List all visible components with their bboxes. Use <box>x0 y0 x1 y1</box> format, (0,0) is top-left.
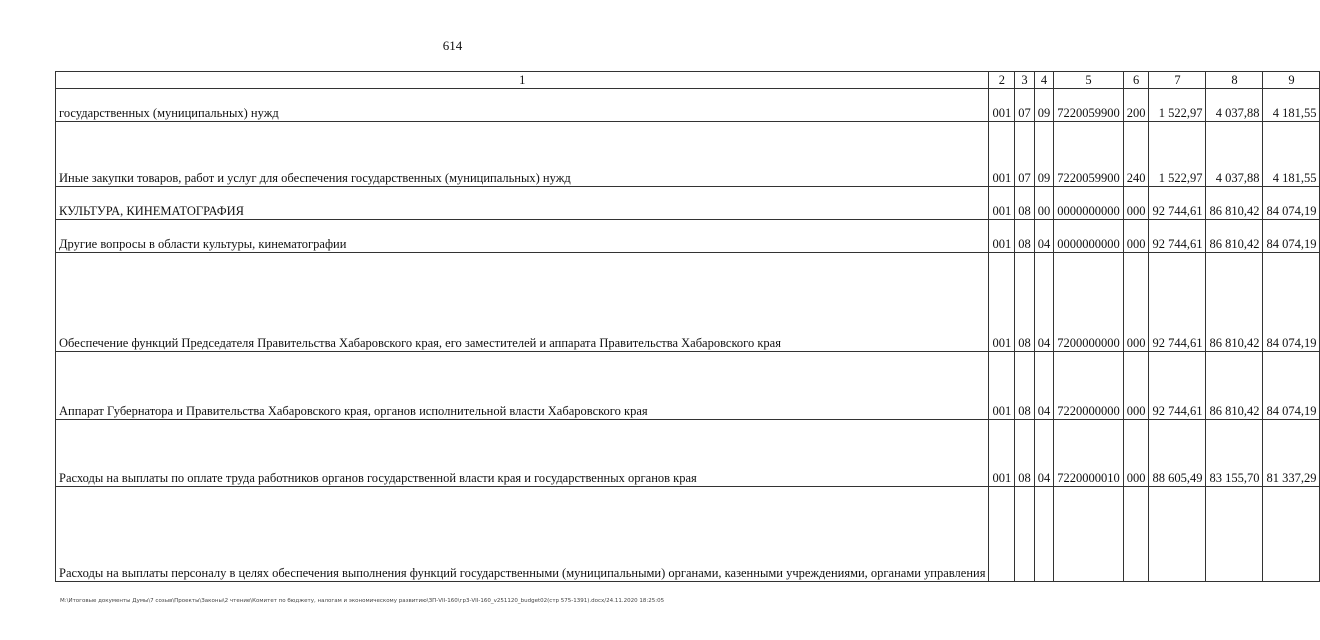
column-header: 2 <box>989 72 1015 89</box>
column-header: 9 <box>1263 72 1320 89</box>
table-row <box>56 187 1320 220</box>
table-row <box>56 420 1320 487</box>
cell-podrazdel: 04 <box>1034 352 1054 420</box>
table-row <box>56 487 1320 582</box>
cell-amount-1: 88 605,49 <box>1149 420 1206 487</box>
cell-razdel: 08 <box>1015 352 1035 420</box>
column-header: 6 <box>1123 72 1149 89</box>
page-number: 614 <box>442 38 463 53</box>
cell-glava: 001 <box>989 352 1015 420</box>
cell-vr: 000 <box>1123 352 1149 420</box>
row-name: Обеспечение функций Председателя Правительства Хабаровского края, его заместителей и аппарата Правительства Хабаровского края <box>56 253 989 352</box>
cell-podrazdel: 04 <box>1034 220 1054 253</box>
row-name: КУЛЬТУРА, КИНЕМАТОГРАФИЯ <box>56 187 989 220</box>
cell-csr <box>1054 487 1124 582</box>
cell-glava: 001 <box>989 253 1015 352</box>
cell-amount-1: 92 744,61 <box>1149 187 1206 220</box>
cell-razdel: 08 <box>1015 187 1035 220</box>
column-header: 5 <box>1054 72 1124 89</box>
cell-razdel <box>1015 487 1035 582</box>
cell-amount-2: 4 037,88 <box>1206 89 1263 122</box>
column-header: 3 <box>1015 72 1035 89</box>
cell-razdel: 07 <box>1015 89 1035 122</box>
column-header: 7 <box>1149 72 1206 89</box>
cell-vr: 240 <box>1123 122 1149 187</box>
cell-glava: 001 <box>989 89 1015 122</box>
cell-podrazdel: 00 <box>1034 187 1054 220</box>
row-name: Расходы на выплаты персоналу в целях обеспечения выполнения функций государственными (муниципальными) органами, казенными учреждениями, органами управления <box>56 487 989 582</box>
row-name: Иные закупки товаров, работ и услуг для обеспечения государственных (муниципальных) нужд <box>56 122 989 187</box>
row-name: Аппарат Губернатора и Правительства Хабаровского края, органов исполнительной власти Хабаровского края <box>56 352 989 420</box>
cell-glava: 001 <box>989 122 1015 187</box>
cell-amount-2: 4 037,88 <box>1206 122 1263 187</box>
cell-amount-1: 92 744,61 <box>1149 352 1206 420</box>
cell-csr: 0000000000 <box>1054 187 1124 220</box>
cell-vr <box>1123 487 1149 582</box>
cell-csr: 7220000010 <box>1054 420 1124 487</box>
cell-amount-1 <box>1149 487 1206 582</box>
table-row <box>56 253 1320 352</box>
cell-podrazdel: 04 <box>1034 253 1054 352</box>
table-row <box>56 352 1320 420</box>
cell-amount-1: 92 744,61 <box>1149 253 1206 352</box>
cell-razdel: 08 <box>1015 420 1035 487</box>
cell-razdel: 08 <box>1015 220 1035 253</box>
budget-table <box>55 71 1320 582</box>
cell-amount-2: 86 810,42 <box>1206 187 1263 220</box>
file-path-footer: M:\Итоговые документы Думы\7 созыв\Проекты\Законы\2 чтение\Комитет по бюджету, налогам и экономическому развитию\ЗП-VII-160\гр3-VII-160_v251120_budget02(стр 575-1391).docx/24.11.2020 18:25:05 <box>60 598 665 604</box>
table-row <box>56 89 1320 122</box>
cell-amount-3: 84 074,19 <box>1263 187 1320 220</box>
cell-podrazdel: 04 <box>1034 420 1054 487</box>
cell-csr: 0000000000 <box>1054 220 1124 253</box>
table-row <box>56 122 1320 187</box>
cell-glava: 001 <box>989 187 1015 220</box>
cell-glava: 001 <box>989 220 1015 253</box>
column-header: 1 <box>56 72 989 89</box>
cell-vr: 000 <box>1123 253 1149 352</box>
cell-amount-1: 1 522,97 <box>1149 122 1206 187</box>
cell-csr: 7220059900 <box>1054 122 1124 187</box>
cell-amount-1: 1 522,97 <box>1149 89 1206 122</box>
cell-razdel: 07 <box>1015 122 1035 187</box>
table-row <box>56 220 1320 253</box>
cell-amount-3: 84 074,19 <box>1263 352 1320 420</box>
cell-amount-1: 92 744,61 <box>1149 220 1206 253</box>
cell-podrazdel: 09 <box>1034 89 1054 122</box>
cell-vr: 000 <box>1123 420 1149 487</box>
row-name: государственных (муниципальных) нужд <box>56 89 989 122</box>
cell-glava <box>989 487 1015 582</box>
cell-amount-3: 84 074,19 <box>1263 220 1320 253</box>
cell-podrazdel <box>1034 487 1054 582</box>
cell-amount-3: 4 181,55 <box>1263 89 1320 122</box>
cell-amount-2: 83 155,70 <box>1206 420 1263 487</box>
cell-amount-2: 86 810,42 <box>1206 352 1263 420</box>
cell-vr: 000 <box>1123 187 1149 220</box>
cell-amount-2: 86 810,42 <box>1206 253 1263 352</box>
cell-vr: 000 <box>1123 220 1149 253</box>
cell-amount-3: 84 074,19 <box>1263 253 1320 352</box>
cell-podrazdel: 09 <box>1034 122 1054 187</box>
cell-csr: 7220059900 <box>1054 89 1124 122</box>
cell-csr: 7200000000 <box>1054 253 1124 352</box>
cell-razdel: 08 <box>1015 253 1035 352</box>
row-name: Другие вопросы в области культуры, кинематографии <box>56 220 989 253</box>
row-name: Расходы на выплаты по оплате труда работников органов государственной власти края и государственных органов края <box>56 420 989 487</box>
cell-csr: 7220000000 <box>1054 352 1124 420</box>
cell-glava: 001 <box>989 420 1015 487</box>
cell-amount-3 <box>1263 487 1320 582</box>
cell-amount-2: 86 810,42 <box>1206 220 1263 253</box>
cell-vr: 200 <box>1123 89 1149 122</box>
cell-amount-3: 81 337,29 <box>1263 420 1320 487</box>
header-row <box>56 72 1320 89</box>
cell-amount-2 <box>1206 487 1263 582</box>
column-header: 4 <box>1034 72 1054 89</box>
cell-amount-3: 4 181,55 <box>1263 122 1320 187</box>
column-header: 8 <box>1206 72 1263 89</box>
